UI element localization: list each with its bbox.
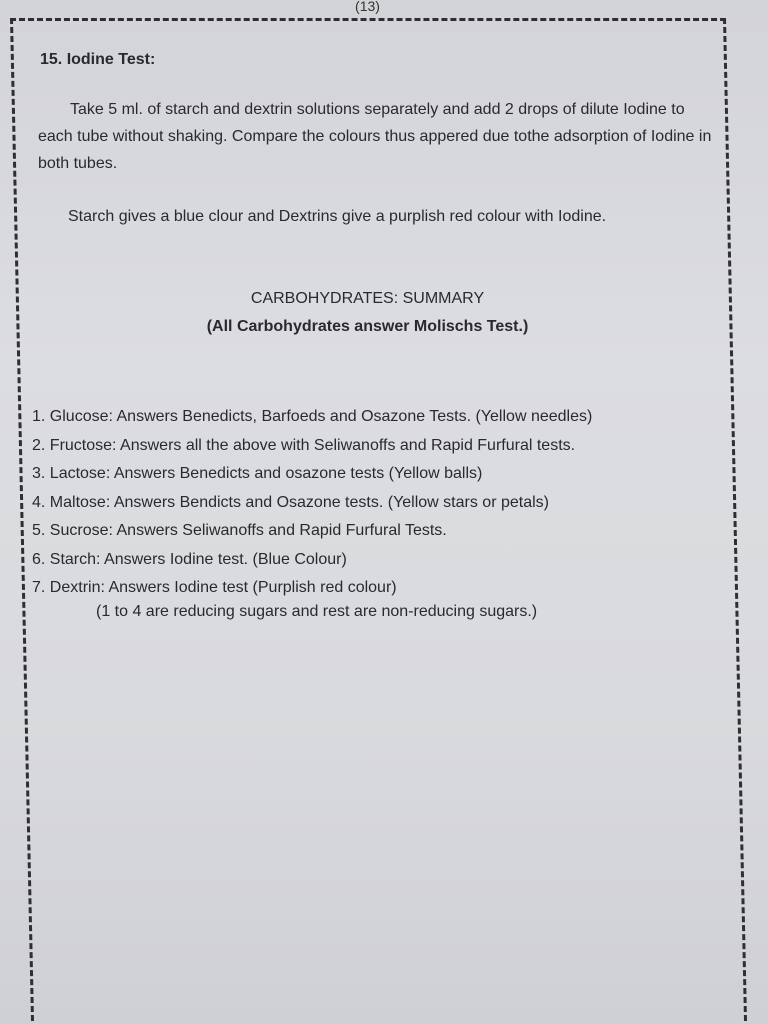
list-item: 5. Sucrose: Answers Seliwanoffs and Rapid Furfural Tests. [32,522,447,539]
paragraph-result: Starch gives a blue clour and Dextrins give a purplish red colour with Iodine. [68,208,607,225]
list-item: 2. Fructose: Answers all the above with Seliwanoffs and Rapid Furfural tests. [32,436,576,454]
page-number: (13) [355,0,380,14]
paragraph-procedure: Take 5 ml. of starch and dextrin solutions separately and add 2 drops of dilute Iodine to each tube without shaking. Compare the colours thus appered due tothe adsorption of Iodine in both tubes. [38,101,712,172]
list-item: 1. Glucose: Answers Benedicts, Barfoeds and Osazone Tests. (Yellow needles) [32,408,593,425]
summary-title: CARBOHYDRATES: SUMMARY [250,290,485,307]
list-item: 4. Maltose: Answers Bendicts and Osazone tests. (Yellow stars or petals) [32,493,549,511]
summary-list [32,403,722,603]
list-item: 6. Starch: Answers Iodine test. (Blue Colour) [32,550,347,568]
list-item: 3. Lactose: Answers Benedicts and osazone tests (Yellow balls) [32,465,483,482]
summary-subtitle: (All Carbohydrates answer Molischs Test.) [206,318,529,335]
list-item: 7. Dextrin: Answers Iodine test (Purplish red colour) [32,579,397,596]
section-heading: 15. Iodine Test: [40,51,156,68]
summary-note: (1 to 4 are reducing sugars and rest are non-reducing sugars.) [96,603,538,620]
